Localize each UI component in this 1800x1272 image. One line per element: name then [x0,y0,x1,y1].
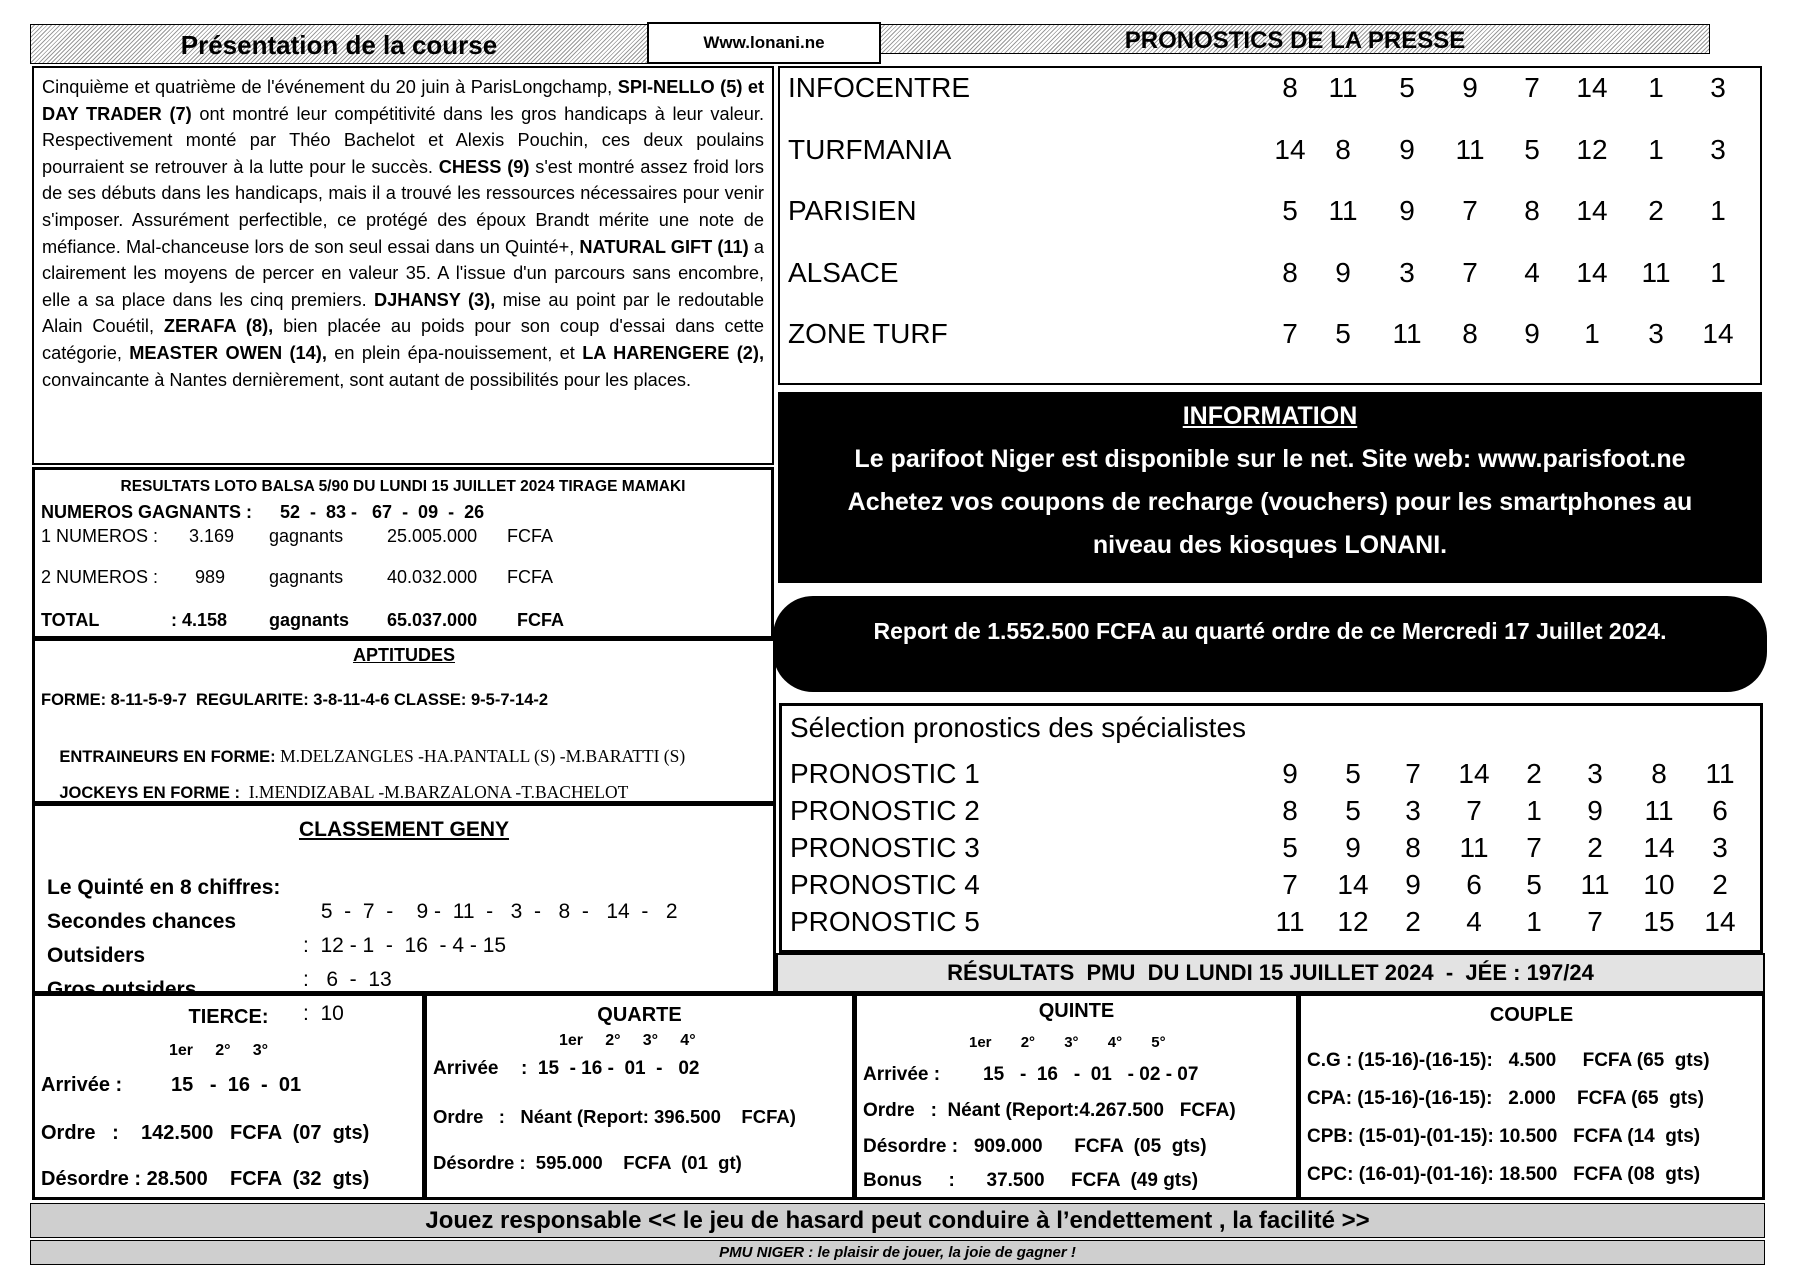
presse-row [780,130,1760,170]
pronostic-number: 14 [1643,832,1675,863]
pronostic-number: 11 [1275,906,1305,937]
footer-slogan: PMU NIGER : le plaisir de jouer, la joie de gagner ! [719,1244,1076,1261]
information-line-3: niveau des kiosques LONANI. [1092,531,1448,559]
quarte-desordre: Désordre : 595.000 FCFA (01 gt) [433,1152,742,1173]
presentation-span: Cinquième et quatrième de l'événement du 20 juin à ParisLongchamp, [42,77,618,97]
presse-number: 11 [1392,318,1422,349]
presse-number: 14 [1576,72,1608,103]
presse-number: 5 [1335,318,1351,349]
report-banner [773,596,1767,692]
pronostic-number: 5 [1282,832,1298,863]
horse-name: CHESS (9) [438,156,530,177]
pronostic-name: PRONOSTIC 3 [790,832,980,863]
geny-row-value: : 12 - 1 - 16 - 4 - 15 [303,934,507,957]
quinte-desordre: Désordre : 909.000 FCFA (05 gts) [863,1136,1207,1157]
pmu-title: RÉSULTATS PMU DU LUNDI 15 JUILLET 2024 - JÉE : 197/24 [947,960,1594,985]
tierce-title: TIERCE: [188,1006,269,1028]
pronostic-number: 5 [1526,869,1542,900]
geny-row-label: Secondes chances [47,910,237,933]
presse-number: 7 [1462,195,1478,226]
presentation-span: ont montré leur compétitivité dans les gros handicaps à leur valeur. Respectivement monté par Théo Bachelot et Alexis Pouchin, ces deux poulains pourraient se retrouver à la lutte pour le succès. [42,103,764,177]
footer-slogan-bar [30,1240,1765,1265]
pronostic-number: 14 [1337,869,1369,900]
quinte-arrivee: 15 - 16 - 01 - 02 - 07 [983,1064,1199,1085]
footer-responsable: Jouez responsable << le jeu de hasard peut conduire à l’endettement , la facilité >> [425,1207,1370,1234]
presse-number: 8 [1282,72,1298,103]
site-link[interactable]: Www.lonani.ne [703,33,825,52]
specialistes-box [779,703,1763,953]
quinte-ordre: Ordre : Néant (Report:4.267.500 FCFA) [863,1100,1236,1121]
presse-number: 8 [1282,256,1298,288]
pronostic-number: 14 [1458,758,1490,789]
pronostic-number: 11 [1705,758,1735,789]
presse-number: 9 [1462,72,1478,103]
tierce-box [32,993,425,1200]
loto-row-label: 1 NUMEROS : [41,526,159,546]
aptitudes-forme: FORME: 8-11-5-9-7 REGULARITE: 3-8-11-4-6 CLASSE: 9-5-7-14-2 [41,691,549,709]
quarte-arrivee-label: Arrivée [433,1058,499,1079]
geny-row-value: : 10 [303,1002,344,1025]
presentation-span: a clairement les moyens de percer en valeur 35. A l'issue d'un parcours sans encombre, elle a sa place dans les cinq premiers. [42,236,764,310]
presse-number: 7 [1282,318,1298,349]
presse-number: 7 [1462,256,1478,288]
pronostic-number: 5 [1345,795,1361,826]
pronostic-number: 2 [1712,869,1728,900]
loto-row-count: 989 [195,567,226,587]
pronostic-number: 7 [1587,906,1603,937]
presse-number: 11 [1328,72,1358,103]
presse-number: 9 [1399,133,1415,165]
presse-row [780,253,1760,293]
site-box[interactable] [647,22,881,64]
pronostic-number: 6 [1712,795,1728,826]
information-title: INFORMATION [1182,402,1358,430]
pronostic-name: PRONOSTIC 4 [790,869,980,900]
geny-row-label: Le Quinté en 8 chiffres: [47,876,281,899]
pronostic-name: PRONOSTIC 5 [790,906,980,937]
loto-row-count: 3.169 [189,526,235,546]
horse-name: DJHANSY (3), [374,289,496,310]
header-right-title: PRONOSTICS DE LA PRESSE [1124,27,1466,54]
pronostic-number: 9 [1282,758,1298,789]
presse-number: 9 [1335,256,1351,288]
pronostic-row [782,906,1760,946]
presse-number: 4 [1524,256,1540,288]
footer-responsable-bar [30,1203,1765,1238]
presse-source-name: ALSACE [788,256,899,288]
presse-number: 14 [1576,195,1608,226]
pronostic-number: 4 [1466,906,1482,937]
loto-winning-label: NUMEROS GAGNANTS : [41,502,252,522]
presse-number: 14 [1274,133,1306,165]
presentation-span: s'est montré assez froid lors de ses débuts dans les handicaps, mais il a trouvé les ressources nécessaires pour venir s'imposer. Assurément perfectible, ce protégé des époux Brandt mérite une note de méfiance. Mal-chanceuse lors de son seul essai dans un Quinté+, [42,156,764,257]
horse-name: SPI-NELLO (5) et DAY TRADER (7) [42,77,764,124]
quarte-places: 1er 2° 3° 4° [559,1032,696,1049]
quarte-ordre: Ordre : Néant (Report: 396.500 FCFA) [433,1106,796,1127]
presse-number: 3 [1648,318,1664,349]
horse-name: ZERAFA (8), [163,316,274,337]
pronostic-number: 9 [1587,795,1603,826]
loto-row-word: gagnants [269,567,344,587]
presse-number: 1 [1648,72,1664,103]
presentation-span: mise au point par le redoutable Alain Couétil, [42,289,764,337]
jockeys-value: I.MENDIZABAL -M.BARZALONA -T.BACHELOT [239,782,629,802]
pronostic-number: 7 [1526,832,1542,863]
aptitudes-box [32,638,776,804]
pronostic-number: 2 [1405,906,1421,937]
presse-row [780,191,1760,231]
loto-row-currency: FCFA [507,526,554,546]
quinte-box [854,993,1299,1200]
presse-number: 1 [1648,133,1664,165]
geny-row-label: Outsiders [47,944,146,967]
presse-number: 7 [1524,72,1540,103]
report-text: Report de 1.552.500 FCFA au quarté ordre de ce Mercredi 17 Juillet 2024. [873,618,1667,644]
geny-row-value: : 6 - 13 [303,968,392,991]
pronostic-number: 8 [1651,758,1667,789]
geny-row-value: 5 - 7 - 9 - 11 - 3 - 8 - 14 - 2 [315,900,678,923]
pronostic-number: 3 [1405,795,1421,826]
information-box [778,392,1762,583]
information-line-2: Achetez vos coupons de recharge (vouchers) pour les smartphones au [847,488,1693,516]
quinte-places: 1er 2° 3° 4° 5° [969,1034,1166,1051]
pronostic-number: 10 [1643,869,1675,900]
loto-row-amount: 40.032.000 [387,567,478,587]
presentation-text [42,74,764,393]
presse-number: 2 [1648,195,1664,226]
pronostic-number: 14 [1704,906,1736,937]
loto-row-currency: FCFA [507,567,554,587]
geny-title: CLASSEMENT GENY [298,818,510,841]
loto-box [32,467,774,639]
loto-row-label: 2 NUMEROS : [41,567,159,587]
presse-number: 9 [1524,318,1540,349]
presentation-span: convaincante à Nantes dernièrement, sont autant de possibilités pour les places. [42,369,692,390]
presse-box [778,66,1762,385]
presse-number: 3 [1710,133,1726,165]
presse-source-name: ZONE TURF [788,318,948,349]
couple-row-cpa: CPA: (15-16)-(16-15): 2.000 FCFA (65 gts) [1307,1088,1704,1109]
pronostic-number: 2 [1526,758,1542,789]
presse-number: 11 [1328,195,1358,226]
pronostic-number: 7 [1466,795,1482,826]
loto-total-amount: 65.037.000 [387,610,478,630]
pmu-title-bar [776,953,1765,993]
presse-number: 5 [1282,195,1298,226]
presse-number: 3 [1710,72,1726,103]
pronostic-name: PRONOSTIC 1 [790,758,980,789]
presse-number: 3 [1399,256,1415,288]
pronostic-number: 9 [1405,869,1421,900]
loto-total-count: : 4.158 [171,610,228,630]
loto-row-word: gagnants [269,526,344,546]
presse-source-name: INFOCENTRE [788,72,970,103]
aptitudes-title: APTITUDES [352,645,455,665]
presse-number: 8 [1462,318,1478,349]
loto-winning-numbers: 52 - 83 - 67 - 09 - 26 [280,502,485,522]
pronostic-number: 5 [1345,758,1361,789]
presse-number: 1 [1710,256,1726,288]
presse-number: 5 [1399,72,1415,103]
presse-source-name: PARISIEN [788,195,917,226]
presse-number: 14 [1702,318,1734,349]
pronostic-number: 7 [1405,758,1421,789]
presse-number: 12 [1576,133,1608,165]
pronostic-number: 12 [1337,906,1369,937]
presentation-span: bien placée au poids pour son coup d'essai dans cette catégorie, [42,316,764,363]
tierce-arrivee: 15 - 16 - 01 [171,1074,302,1096]
entraineurs-value: M.DELZANGLES -HA.PANTALL (S) -M.BARATTI (S) [275,746,686,766]
quarte-arrivee: : 15 - 16 - 01 - 02 [521,1058,700,1079]
quarte-title: QUARTE [597,1004,682,1026]
pronostic-number: 9 [1345,832,1361,863]
presentation-span: en plein épa-nouissement, et [326,342,583,363]
pronostic-number: 11 [1644,795,1674,826]
jockeys-label: JOCKEYS EN FORME : [59,784,240,802]
presse-number: 8 [1335,133,1351,165]
pronostic-number: 8 [1405,832,1421,863]
presse-number: 14 [1576,256,1608,288]
loto-total-label: TOTAL [41,610,100,630]
tierce-arrivee-label: Arrivée : [41,1074,123,1096]
couple-box [1298,993,1765,1200]
tierce-ordre: Ordre : 142.500 FCFA (07 gts) [41,1122,370,1144]
tierce-desordre: Désordre : 28.500 FCFA (32 gts) [41,1168,370,1190]
presse-number: 5 [1524,133,1540,165]
pronostic-number: 7 [1282,869,1298,900]
header-left [30,24,648,64]
presse-number: 1 [1710,195,1726,226]
pronostic-row [782,832,1760,872]
pronostic-number: 15 [1643,906,1675,937]
quinte-bonus: Bonus : 37.500 FCFA (49 gts) [863,1170,1199,1191]
presse-number: 11 [1641,256,1671,288]
pronostic-number: 1 [1526,906,1542,937]
couple-row-cpc: CPC: (16-01)-(01-16): 18.500 FCFA (08 gts) [1307,1164,1701,1185]
presse-row [780,314,1760,354]
presse-number: 1 [1584,318,1600,349]
presse-number: 11 [1455,133,1485,165]
loto-total-word: gagnants [269,610,350,630]
pronostic-number: 11 [1580,869,1610,900]
horse-name: LA HARENGERE (2), [582,342,764,363]
header-right [880,24,1710,54]
presse-number: 9 [1399,195,1415,226]
pronostic-number: 11 [1459,832,1489,863]
pronostic-name: PRONOSTIC 2 [790,795,980,826]
presse-row [780,68,1760,108]
loto-total-currency: FCFA [517,610,564,630]
information-line-1: Le parifoot Niger est disponible sur le net. Site web: www.parisfoot.ne [854,445,1686,473]
horse-name: NATURAL GIFT (11) [579,236,749,257]
pronostic-number: 6 [1466,869,1482,900]
specialistes-title: Sélection pronostics des spécialistes [790,712,1247,743]
geny-row-label: Gros outsiders [47,978,197,1001]
loto-row-amount: 25.005.000 [387,526,478,546]
pronostic-number: 2 [1587,832,1603,863]
horse-name: MEASTER OWEN (14), [129,342,327,363]
quarte-box [424,993,855,1200]
presse-source-name: TURFMANIA [788,133,952,165]
pronostic-number: 3 [1587,758,1603,789]
pronostic-row [782,869,1760,909]
couple-title: COUPLE [1489,1004,1574,1026]
presse-number: 8 [1524,195,1540,226]
quinte-title: QUINTE [1038,1000,1115,1022]
loto-title: RESULTATS LOTO BALSA 5/90 DU LUNDI 15 JUILLET 2024 TIRAGE MAMAKI [120,478,686,495]
pronostic-number: 1 [1526,795,1542,826]
entraineurs-label: ENTRAINEURS EN FORME: [59,748,276,766]
couple-row-cg: C.G : (15-16)-(16-15): 4.500 FCFA (65 gts) [1307,1050,1710,1071]
pronostic-row [782,758,1760,798]
presentation-box [32,66,774,465]
header-left-title: Présentation de la course [180,30,498,60]
pronostic-number: 3 [1712,832,1728,863]
pronostic-row [782,795,1760,835]
couple-row-cpb: CPB: (15-01)-(01-15): 10.500 FCFA (14 gts) [1307,1126,1701,1147]
tierce-places: 1er 2° 3° [169,1042,269,1059]
pronostic-number: 8 [1282,795,1298,826]
quinte-arrivee-label: Arrivée : [863,1064,941,1085]
